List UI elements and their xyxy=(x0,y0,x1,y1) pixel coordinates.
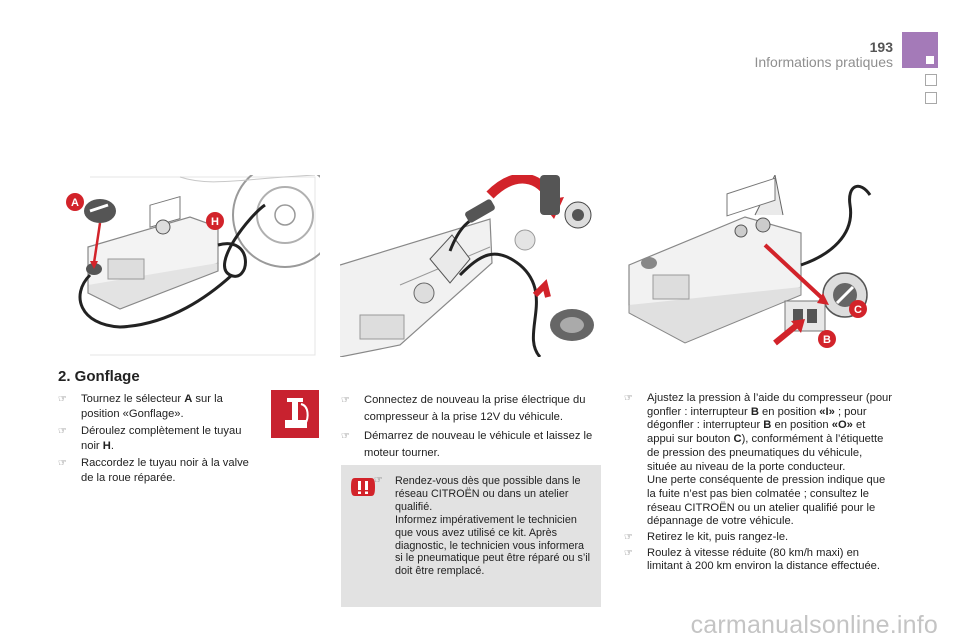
chapter-tab-empty-1 xyxy=(925,74,937,86)
step-item: ☞ Déroulez complètement le tuyau noir H. xyxy=(58,424,263,454)
exclamation-warning-icon xyxy=(351,476,375,498)
illustration-compressor-hose xyxy=(60,175,320,357)
step-item: ☞ Roulez à vitesse réduite (80 km/h maxi) en limitant à 200 km environ la distance effectuée. xyxy=(624,547,892,574)
illustration-12v-socket xyxy=(340,175,608,357)
step-item: ☞ Ajustez la pression à l’aide du compresseur (pour gonfler : interrupteur B en position «I» ; pour dégonfler : interrupteur B en position «O» et appui sur bouton C), conformément à l’étiquette de pression des pneumatiques du véhicule, située au niveau de la porte conducteur. Une perte conséquente de pression indique que la fuite n’est pas bien colmatée ; consultez le réseau CITROËN ou un atelier qualifié pour le dépannage de votre véhicule. xyxy=(624,392,892,529)
label-h: H xyxy=(211,216,219,228)
tyre-pump-icon xyxy=(271,390,319,438)
step-item: ☞ Retirez le kit, puis rangez-le. xyxy=(624,531,892,545)
steps-list-gonflage xyxy=(58,392,263,488)
step-item: ☞ Raccordez le tuyau noir à la valve de la roue réparée. xyxy=(58,456,263,486)
section-heading: 2. Gonflage xyxy=(58,368,140,385)
page-number: 193 xyxy=(869,39,893,55)
label-b: B xyxy=(823,334,831,346)
label-c: C xyxy=(854,304,862,316)
label-a: A xyxy=(71,197,79,209)
warning-text: ☞ Rendez-vous dès que possible dans le réseau CITROËN ou dans un atelier qualifié. Informez impérativement le technicien que vous avez utilisé ce kit. Après diagnostic, le technicien vous informera si le pneumatique peut être réparé ou s’il doit être remplacé. xyxy=(374,475,594,578)
chapter-tab-empty-2 xyxy=(925,92,937,104)
chapter-tab-marker xyxy=(902,32,938,68)
steps-list-adjust xyxy=(624,392,892,576)
site-watermark: carmanualsonline.info xyxy=(690,611,938,639)
illustration-pressure-adjust xyxy=(625,175,893,357)
step-item: ☞ Connectez de nouveau la prise électrique du compresseur à la prise 12V du véhicule. xyxy=(341,392,609,426)
warning-box xyxy=(341,465,601,607)
step-item: ☞ Démarrez de nouveau le véhicule et laissez le moteur tourner. xyxy=(341,428,609,462)
section-title: Informations pratiques xyxy=(754,54,893,70)
steps-list-connect xyxy=(341,392,609,464)
step-item: ☞ Tournez le sélecteur A sur la position «Gonflage». xyxy=(58,392,263,422)
